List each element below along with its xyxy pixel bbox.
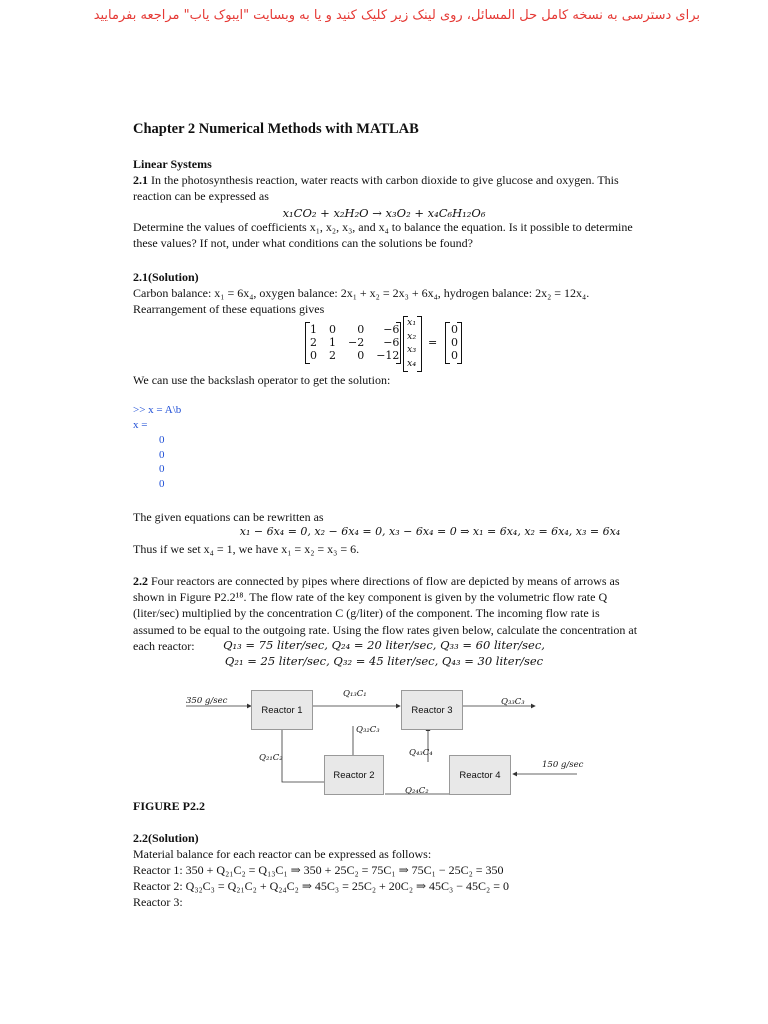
flow-label-q32: Q₃₂C₃	[356, 725, 380, 735]
solution-2-1-title: 2.1(Solution)	[133, 270, 199, 284]
flow-label-q13: Q₁₃C₁	[343, 689, 367, 699]
inflow-label-reactor4: 150 g/sec	[542, 760, 584, 770]
flow-label-q43: Q₄₃C₄	[409, 748, 433, 758]
problem-2-1-text	[133, 172, 638, 204]
download-banner-link[interactable]: برای دسترسی به نسخه کامل حل المسائل، روی لینک زیر کلیک کنید و یا به وبسایت "ایبوک یاب" مراجعه بفرمایید	[93, 8, 700, 23]
arrow-r2-to-r1	[282, 726, 324, 782]
flow-label-q21: Q₂₁C₂	[259, 753, 283, 763]
balance-equations: Carbon balance: x₁ = 6x₄, oxygen balance: 2x₁ + x₂ = 2x₃ + 6x₄, hydrogen balance: 2x₂ = 12x₄.	[133, 286, 590, 300]
photosynthesis-equation: x₁CO₂ + x₂H₂O → x₃O₂ + x₄C₆H₁₂O₆	[282, 206, 486, 220]
flow-rates-line-2: Q₂₁ = 25 liter/sec, Q₃₂ = 45 liter/sec, Q₄₃ = 30 liter/sec	[224, 654, 544, 668]
reactor-2-balance: Reactor 2: Q₃₂C₃ = Q₂₁C₂ + Q₂₄C₂ ⇒ 45C₃ = 25C₂ + 20C₂ ⇒ 45C₃ − 45C₂ = 0	[133, 879, 509, 893]
problem-statement: Four reactors are connected by pipes where directions of flow are depicted by means of arrows as shown in Figure P2.2¹⁸. The flow rate of the key component is given by the volumetric flow rate Q (liter/sec) multiplied by the concentration C (g/liter) of the component. The incoming flow rate is assumed to be equal to the outgoing rate. Using the flow rates given below, calculate the concentration at each reactor:	[133, 574, 638, 653]
matlab-output-label: x =	[133, 419, 148, 431]
problem-number: 2.1	[133, 173, 148, 187]
rhs-vector: 0 0 0	[451, 323, 458, 362]
reactor-3-balance: Reactor 3:	[133, 895, 183, 909]
problem-2-1-question: Determine the values of coefficients x₁, x₂, x₃, and x₄ to balance the equation. Is it possible to determine these values? If not, under what conditions can the solutions be found?	[133, 220, 633, 251]
chapter-title: Chapter 2 Numerical Methods with MATLAB	[133, 121, 419, 137]
reactor-4-box: Reactor 4	[449, 755, 511, 795]
coefficient-matrix: 1 0 0 −6 2 1 −2 −6 0 2 0 −12	[310, 323, 400, 362]
vector-right-bracket	[417, 316, 422, 372]
rhs-right-bracket	[457, 322, 462, 364]
variable-vector: x₁ x₂ x₃ x₄	[407, 317, 417, 369]
reactor-1-box: Reactor 1	[251, 690, 313, 730]
conclusion-text: Thus if we set x₄ = 1, we have x₁ = x₂ = x₃ = 6.	[133, 542, 360, 556]
section-title: Linear Systems	[133, 157, 212, 171]
rhs-left-bracket	[445, 322, 450, 364]
solution-2-2-title: 2.2(Solution)	[133, 831, 199, 845]
equals-sign: =	[428, 336, 438, 349]
rewritten-equations: x₁ − 6x₄ = 0, x₂ − 6x₄ = 0, x₃ − 6x₄ = 0 ⇒ x₁ = 6x₄, x₂ = 6x₄, x₃ = 6x₄	[239, 525, 621, 538]
flow-label-q24: Q₂₄C₂	[405, 786, 429, 796]
problem-statement: In the photosynthesis reaction, water reacts with carbon dioxide to give glucose and oxygen. This reaction can be expressed as	[133, 173, 619, 204]
flow-label-q33: Q₃₃C₃	[501, 697, 525, 707]
figure-caption: FIGURE P2.2	[133, 799, 205, 813]
flow-rates-line-1: Q₁₃ = 75 liter/sec, Q₂₄ = 20 liter/sec, Q₃₃ = 60 liter/sec,	[223, 638, 545, 652]
reactor-3-box: Reactor 3	[401, 690, 463, 730]
reactor-2-box: Reactor 2	[324, 755, 384, 795]
backslash-text: We can use the backslash operator to get the solution:	[133, 373, 391, 387]
inflow-label-reactor1: 350 g/sec	[186, 696, 228, 706]
matlab-output-values: 0 0 0 0	[159, 434, 165, 490]
rewritten-text: The given equations can be rewritten as	[133, 510, 324, 524]
matlab-command: >> x = A\b	[133, 404, 182, 416]
material-balance-text: Material balance for each reactor can be expressed as follows:	[133, 847, 432, 861]
reactor-1-balance: Reactor 1: 350 + Q₂₁C₂ = Q₁₃C₁ ⇒ 350 + 25C₂ = 75C₁ ⇒ 75C₁ − 25C₂ = 350	[133, 863, 504, 877]
problem-number: 2.2	[133, 574, 148, 588]
matrix-right-bracket	[396, 322, 401, 364]
rearrangement-text: Rearrangement of these equations gives	[133, 302, 325, 316]
